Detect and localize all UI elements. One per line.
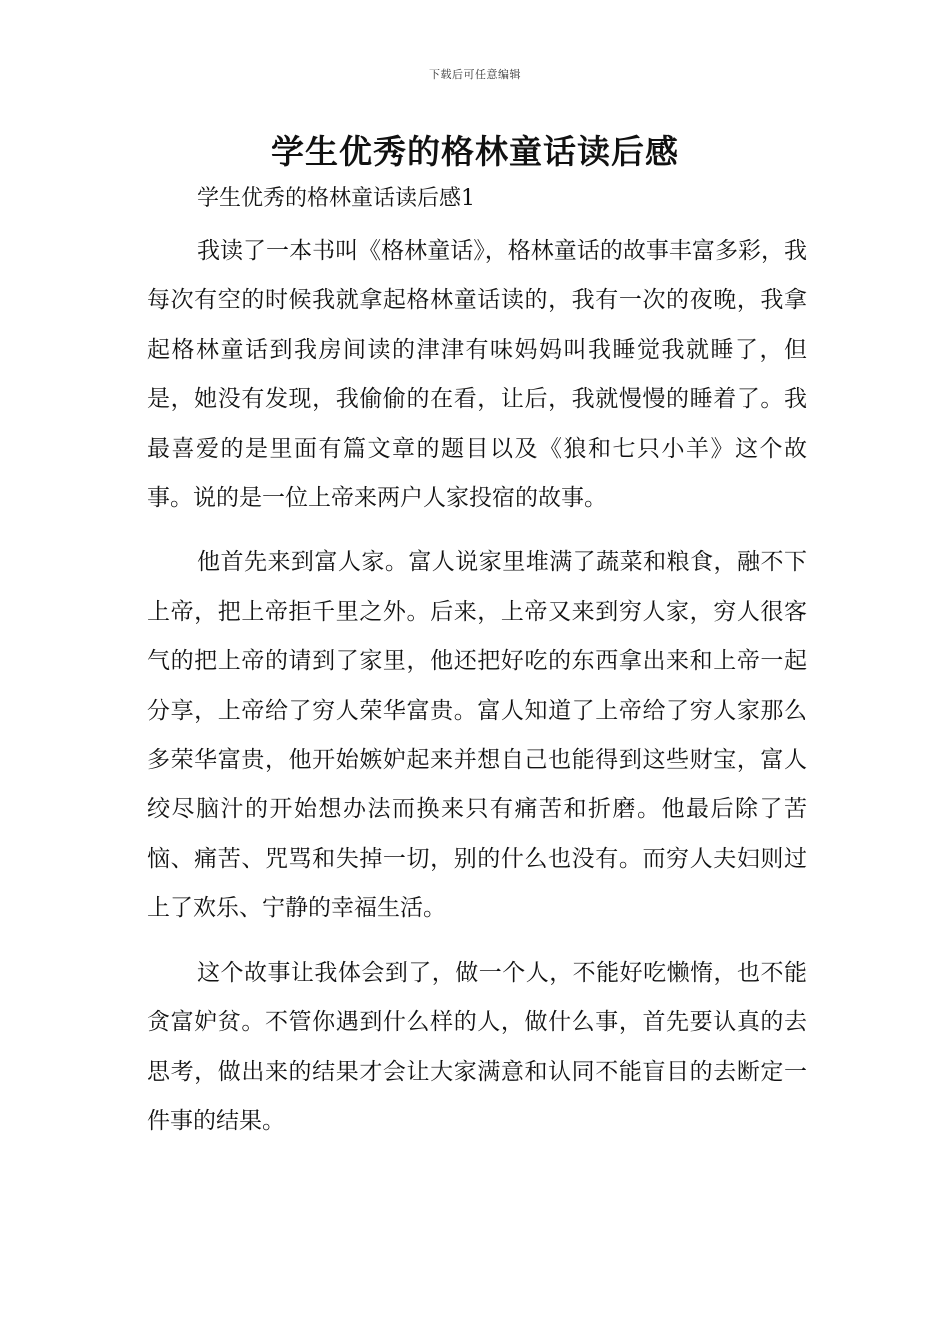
paragraph-1: 我读了一本书叫《格林童话》，格林童话的故事丰富多彩，我每次有空的时候我就拿起格林童话读的，我有一次的夜晚，我拿起格林童话到我房间读的津津有味妈妈叫我睡觉我就睡了，但是，她没有发现，我偷偷的在看，让后，我就慢慢的睡着了。我最喜爱的是里面有篇文章的题目以及《狼和七只小羊》这个故事。说的是一位上帝来两户人家投宿的故事。 (147, 238, 807, 512)
body-text (147, 227, 807, 1161)
paragraph-3: 这个故事让我体会到了，做一个人，不能好吃懒惰，也不能贪富妒贫。不管你遇到什么样的人，做什么事，首先要认真的去思考，做出来的结果才会让大家满意和认同不能盲目的去断定一件事的结果。 (147, 959, 807, 1134)
page-title: 学生优秀的格林童话读后感 (271, 132, 679, 171)
section-subtitle: 学生优秀的格林童话读后感1 (197, 186, 475, 211)
header-note: 下载后可任意编辑 (429, 68, 521, 81)
paragraph-2: 他首先来到富人家。富人说家里堆满了蔬菜和粮食，融不下上帝，把上帝拒千里之外。后来，上帝又来到穷人家，穷人很客气的把上帝的请到了家里，他还把好吃的东西拿出来和上帝一起分享，上帝给了穷人荣华富贵。富人知道了上帝给了穷人家那么多荣华富贵，他开始嫉妒起来并想自己也能得到这些财宝，富人绞尽脑汁的开始想办法而换来只有痛苦和折磨。他最后除了苦恼、痛苦、咒骂和失掉一切，别的什么也没有。而穷人夫妇则过上了欢乐、宁静的幸福生活。 (147, 549, 807, 922)
